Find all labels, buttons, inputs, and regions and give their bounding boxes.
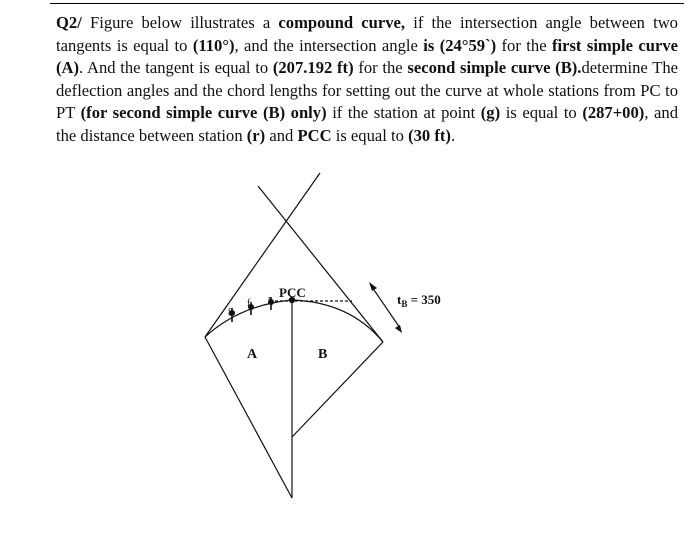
question-emphasis: second simple curve (B).: [407, 58, 582, 78]
pcc-label: PCC: [279, 285, 306, 300]
tangent-line-left: [205, 173, 320, 337]
question-emphasis: first simple curve (A): [56, 35, 678, 78]
curve-b-label: B: [318, 347, 328, 362]
curve-a-label: A: [247, 347, 258, 362]
curve-b-arc: [292, 300, 383, 342]
tangent-b-symbol: t: [397, 292, 402, 307]
question-emphasis: (g): [480, 103, 501, 123]
tangent-b-subscript: B: [401, 299, 408, 309]
question-emphasis: (207.192 ft): [272, 58, 354, 78]
question-emphasis: (30 ft): [408, 125, 451, 145]
question-text-segment: and: [265, 125, 298, 145]
question-text-segment: . And the tangent is equal to: [79, 58, 273, 78]
question-emphasis: compound curve,: [278, 13, 406, 32]
question-emphasis: (110°): [192, 35, 235, 55]
question-text-segment: for the: [496, 35, 552, 55]
question-text-segment: , and the intersection angle: [234, 35, 424, 55]
tangent-b-label: [397, 292, 441, 309]
question-label: Q2/: [56, 13, 82, 32]
station-label-g: g: [228, 305, 233, 316]
question-text-segment: determine The deflection angles and the chord lengths for setting out the curve at whole stations from PC to PT: [56, 58, 678, 123]
question-text-segment: Figure below illustrates a: [81, 13, 279, 32]
radius-line-b-pt: [292, 342, 383, 437]
question-text-segment: if the intersection angle between two tangents is equal to: [56, 13, 678, 55]
dimension-arrow-top: [369, 282, 377, 291]
dimension-arrow-bottom: [395, 325, 402, 333]
question-text-segment: is equal to: [331, 125, 409, 145]
question-text-segment: if the station at point: [326, 103, 481, 123]
question-emphasis: (287+00): [582, 103, 645, 123]
tangent-b-value: = 350: [407, 292, 441, 307]
station-label-r: r: [268, 294, 272, 305]
tangent-b-dimension-line: [372, 287, 400, 328]
question-emphasis: PCC: [297, 125, 332, 145]
question-emphasis: (r): [246, 125, 266, 145]
question-text-segment: is equal to: [500, 103, 583, 123]
tangent-line-right: [258, 186, 383, 342]
station-label-f: f: [247, 298, 251, 309]
question-emphasis: is (24°59`): [423, 35, 497, 55]
question-text-segment: for the: [353, 58, 408, 78]
question-text-segment: , and the distance between station: [56, 103, 678, 145]
question-text-segment: .: [450, 125, 456, 145]
question-emphasis: (for second simple curve (B) only): [80, 103, 327, 123]
